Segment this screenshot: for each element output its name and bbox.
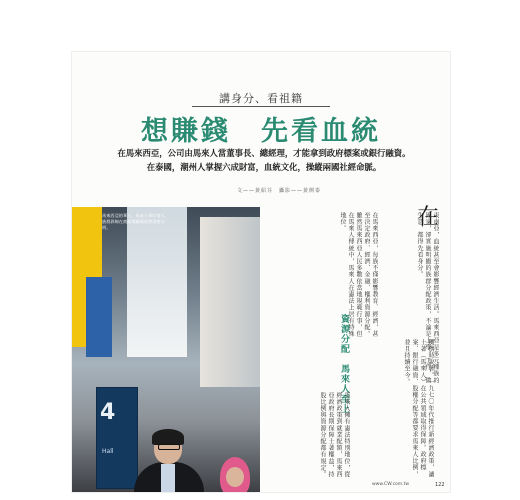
photo-man [134,432,204,492]
byline: 文——黃紹芬 攝影——黃開泰 [237,188,322,194]
body-column-3: 機構時說著。一九七〇年代推行新經濟政策，讓土著（馬來人）在公共領域取得保障。政府標案、銀行融資、股權分配等都要求馬來人比例，並且持續至今。 [403,339,434,478]
deck-line-2: 在泰國，潮州人掌握六成財富，血統文化，操縱兩國社經命脈。 [146,162,382,172]
body-column-1: 東南亞，血統甚至會影響經濟生活。馬來西亞是多元種族的國家，卻實施明顯的族群分配政策，不論是上學、工作，做生意，都得先看身分。 [416,212,439,384]
article-photo [72,207,260,492]
page-number: 122 [435,482,445,488]
body-column-4: 馬來人擁有憲法特別地位，從經濟政策到就業配額，馬來西亞政府長期保障土著權益，持股比例與資源分配都有規定。 [319,392,350,478]
hall-sign-text: Hall [102,448,114,455]
subheading: 資源分配 馬來人至上 [339,314,349,414]
kicker-rule [192,106,330,107]
photo-blue-banner [86,277,112,357]
footer-url: www.CW.com.tw [372,482,410,487]
drop-cap: 在 [417,205,440,230]
hall-sign [96,387,138,489]
headline: 想賺錢 先看血統 [141,116,381,147]
deck [114,146,414,174]
body-column-2: 在馬來西亞，每族不僅影響教育、經濟，甚至決定政府、經濟、金融、權利資源分配。雖然馬來西亞人民多數依當地規範行事，但在馬來人傳統中，馬來人在憲法上居有特殊地位。 [339,212,378,338]
hall-sign-number: 4 [100,400,116,425]
magazine-page [72,52,450,492]
photo-woman [214,457,258,492]
deck-line-1: 在馬來西亞，公司由馬來人當董事長、總經理，才能拿到政府標案或銀行融資。 [117,148,411,158]
kicker: 講身分、看祖籍 [219,92,303,105]
photo-caption: 馬來西亞的華人、馬來人和印度人，族群界線在商業與職場依然清楚分明。 [102,213,170,230]
photo-wall [200,217,260,387]
